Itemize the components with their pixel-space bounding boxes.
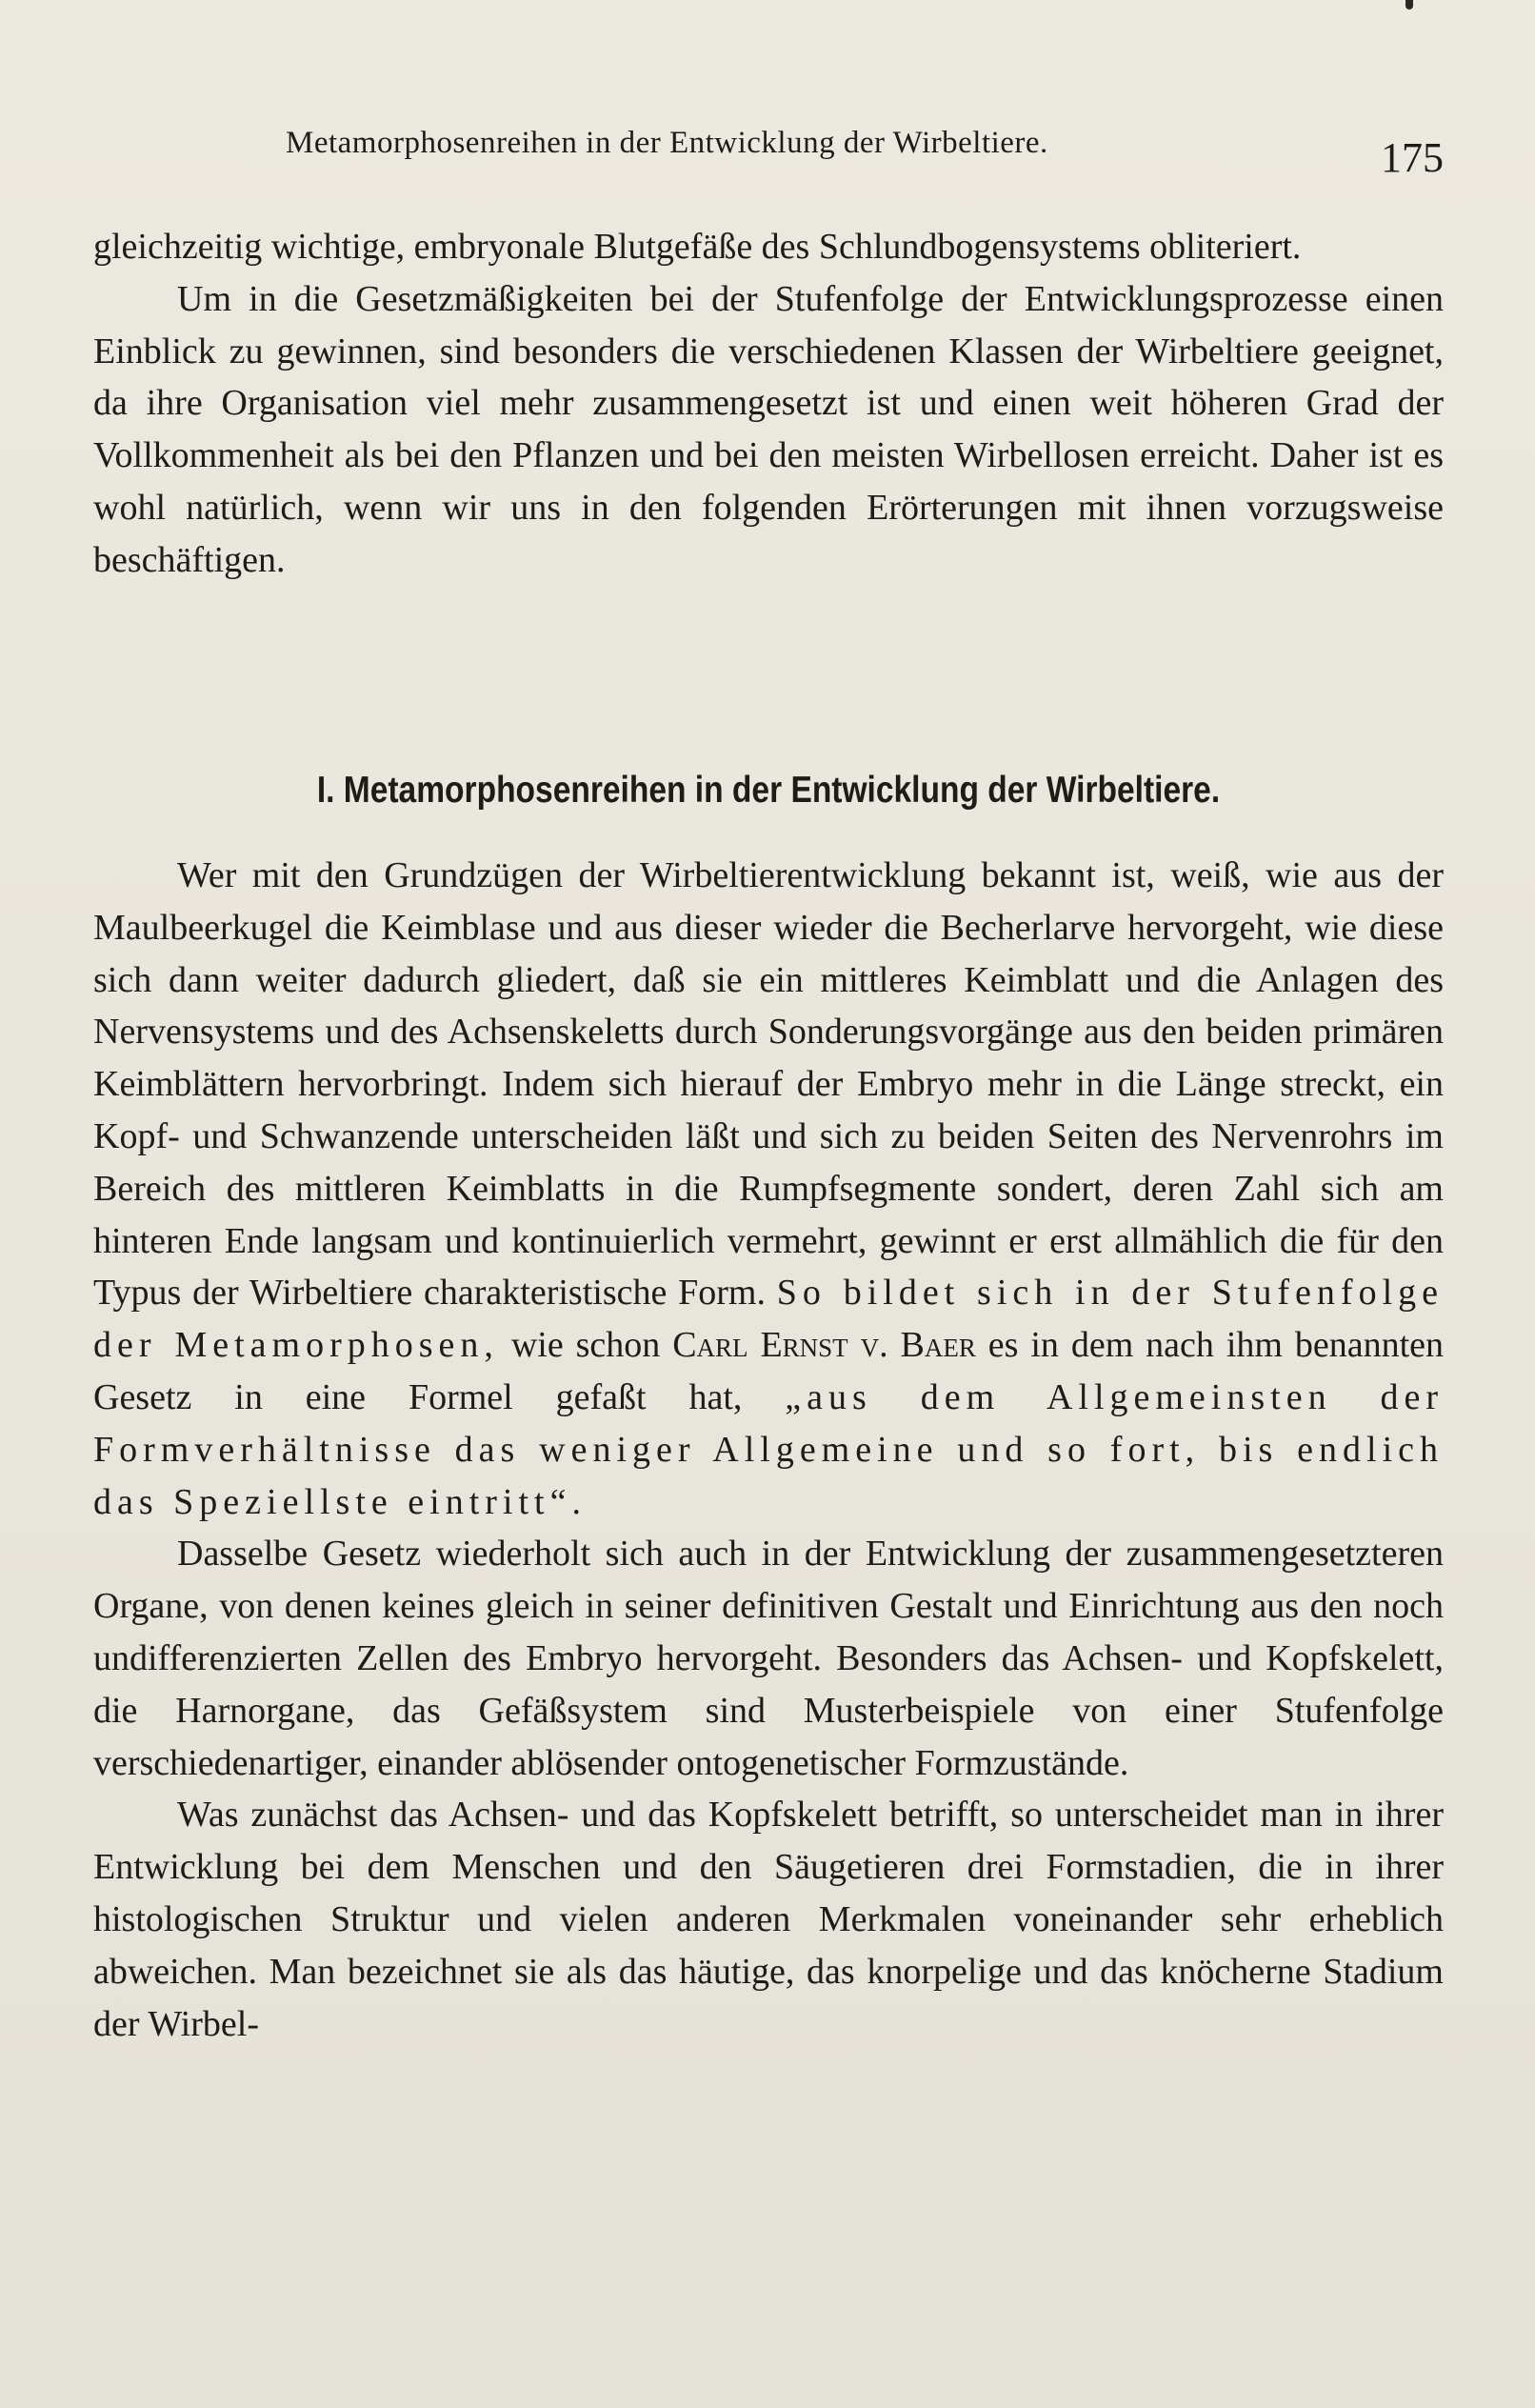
paragraph-skeleton: Was zunächst das Achsen- und das Kopfskelett betrifft, so unterscheidet man in ihrer Entwicklung bei dem Menschen und den Säugetieren drei Formstadien, die in ihrer histologischen Struktur und vielen anderen Merkmalen voneinander sehr erheblich abweichen. Man bezeichnet sie als das häutige, das knorpelige und das knöcherne Stadium der Wirbel-: [93, 1795, 1444, 2044]
text-block-section: [93, 850, 1444, 2050]
paragraph-organs: Dasselbe Gesetz wiederholt sich auch in der Entwicklung der zusammengesetzteren Organe, von denen keines gleich in seiner definitiven Gestalt und Einrichtung aus den noch undifferenzierten Zellen des Embryo hervorgeht. Besonders das Achsen- und Kopfskelett, die Harnorgane, das Gefäßsystem sind Musterbeispiele von einer Stufenfolge verschiedenartiger, einander ablösender ontogenetischer Formzustände.: [93, 1534, 1444, 1783]
spaced-text: So bildet sich in der Stufenfolge der Metamorphosen,: [93, 1273, 1444, 1366]
paragraph-text: Wer mit den Grundzügen der Wirbeltierentwicklung bekannt ist, weiß, wie aus der Maulbeerkugel die Keimblase und aus dieser wieder die Becherlarve hervorgeht, wie diese sich dann weiter dadurch gliedert, daß sie ein mittleres Keimblatt und die Anlagen des Nervensystems und des Achsenskeletts durch Sonderungsvorgänge aus den beiden primären Keimblättern hervorbringt. Indem sich hierauf der Embryo mehr in die Länge streckt, ein Kopf- und Schwanzende unterscheiden läßt und sich zu beiden Seiten des Nervenrohrs im Bereich des mittleren Keimblatts in die Rumpfsegmente sondert, deren Zahl sich am hinteren Ende langsam und kontinuierlich vermehrt, gewinnt er erst allmählich die für den Typus der Wirbeltiere charakteristische Form.: [93, 855, 1444, 1314]
section-heading: I. Metamorphosenreihen in der Entwicklung der Wirbeltiere.: [316, 770, 1221, 811]
paragraph-text: wie schon: [510, 1325, 661, 1366]
text-block-top: [93, 221, 1444, 587]
paragraph-intro: Um in die Gesetzmäßigkeiten bei der Stufenfolge der Entwicklungsprozesse einen Einblick zu gewinnen, sind besonders die verschiedenen Klassen der Wirbeltiere geeignet, da ihre Organisation viel mehr zusammengesetzt ist und einen weit höheren Grad der Vollkommenheit als bei den Pflanzen und bei den meisten Wirbellosen erreicht. Daher ist es wohl natürlich, wenn wir uns in den folgenden Erörterungen mit ihnen vorzugsweise beschäftigen.: [93, 278, 1444, 580]
author-name: Carl Ernst v. Baer: [672, 1325, 976, 1366]
page-edge-mark: [1405, 0, 1413, 10]
page-number: 175: [1381, 134, 1444, 181]
running-head: Metamorphosenreihen in der Entwicklung der Wirbeltiere.: [286, 126, 1048, 160]
paragraph-baer-law: [93, 850, 1444, 1528]
quotation: „aus dem Allgemeinsten der Formverhältnisse das weniger Allgemeine und so fort, bis endlich das Speziellste eintritt“.: [93, 1376, 1444, 1522]
paragraph-text: es in dem nach ihm benannten Gesetz in eine Formel gefaßt hat,: [93, 1325, 1445, 1417]
paragraph-continuation: gleichzeitig wichtige, embryonale Blutgefäße des Schlundbogensystems obliteriert.: [93, 227, 1302, 267]
